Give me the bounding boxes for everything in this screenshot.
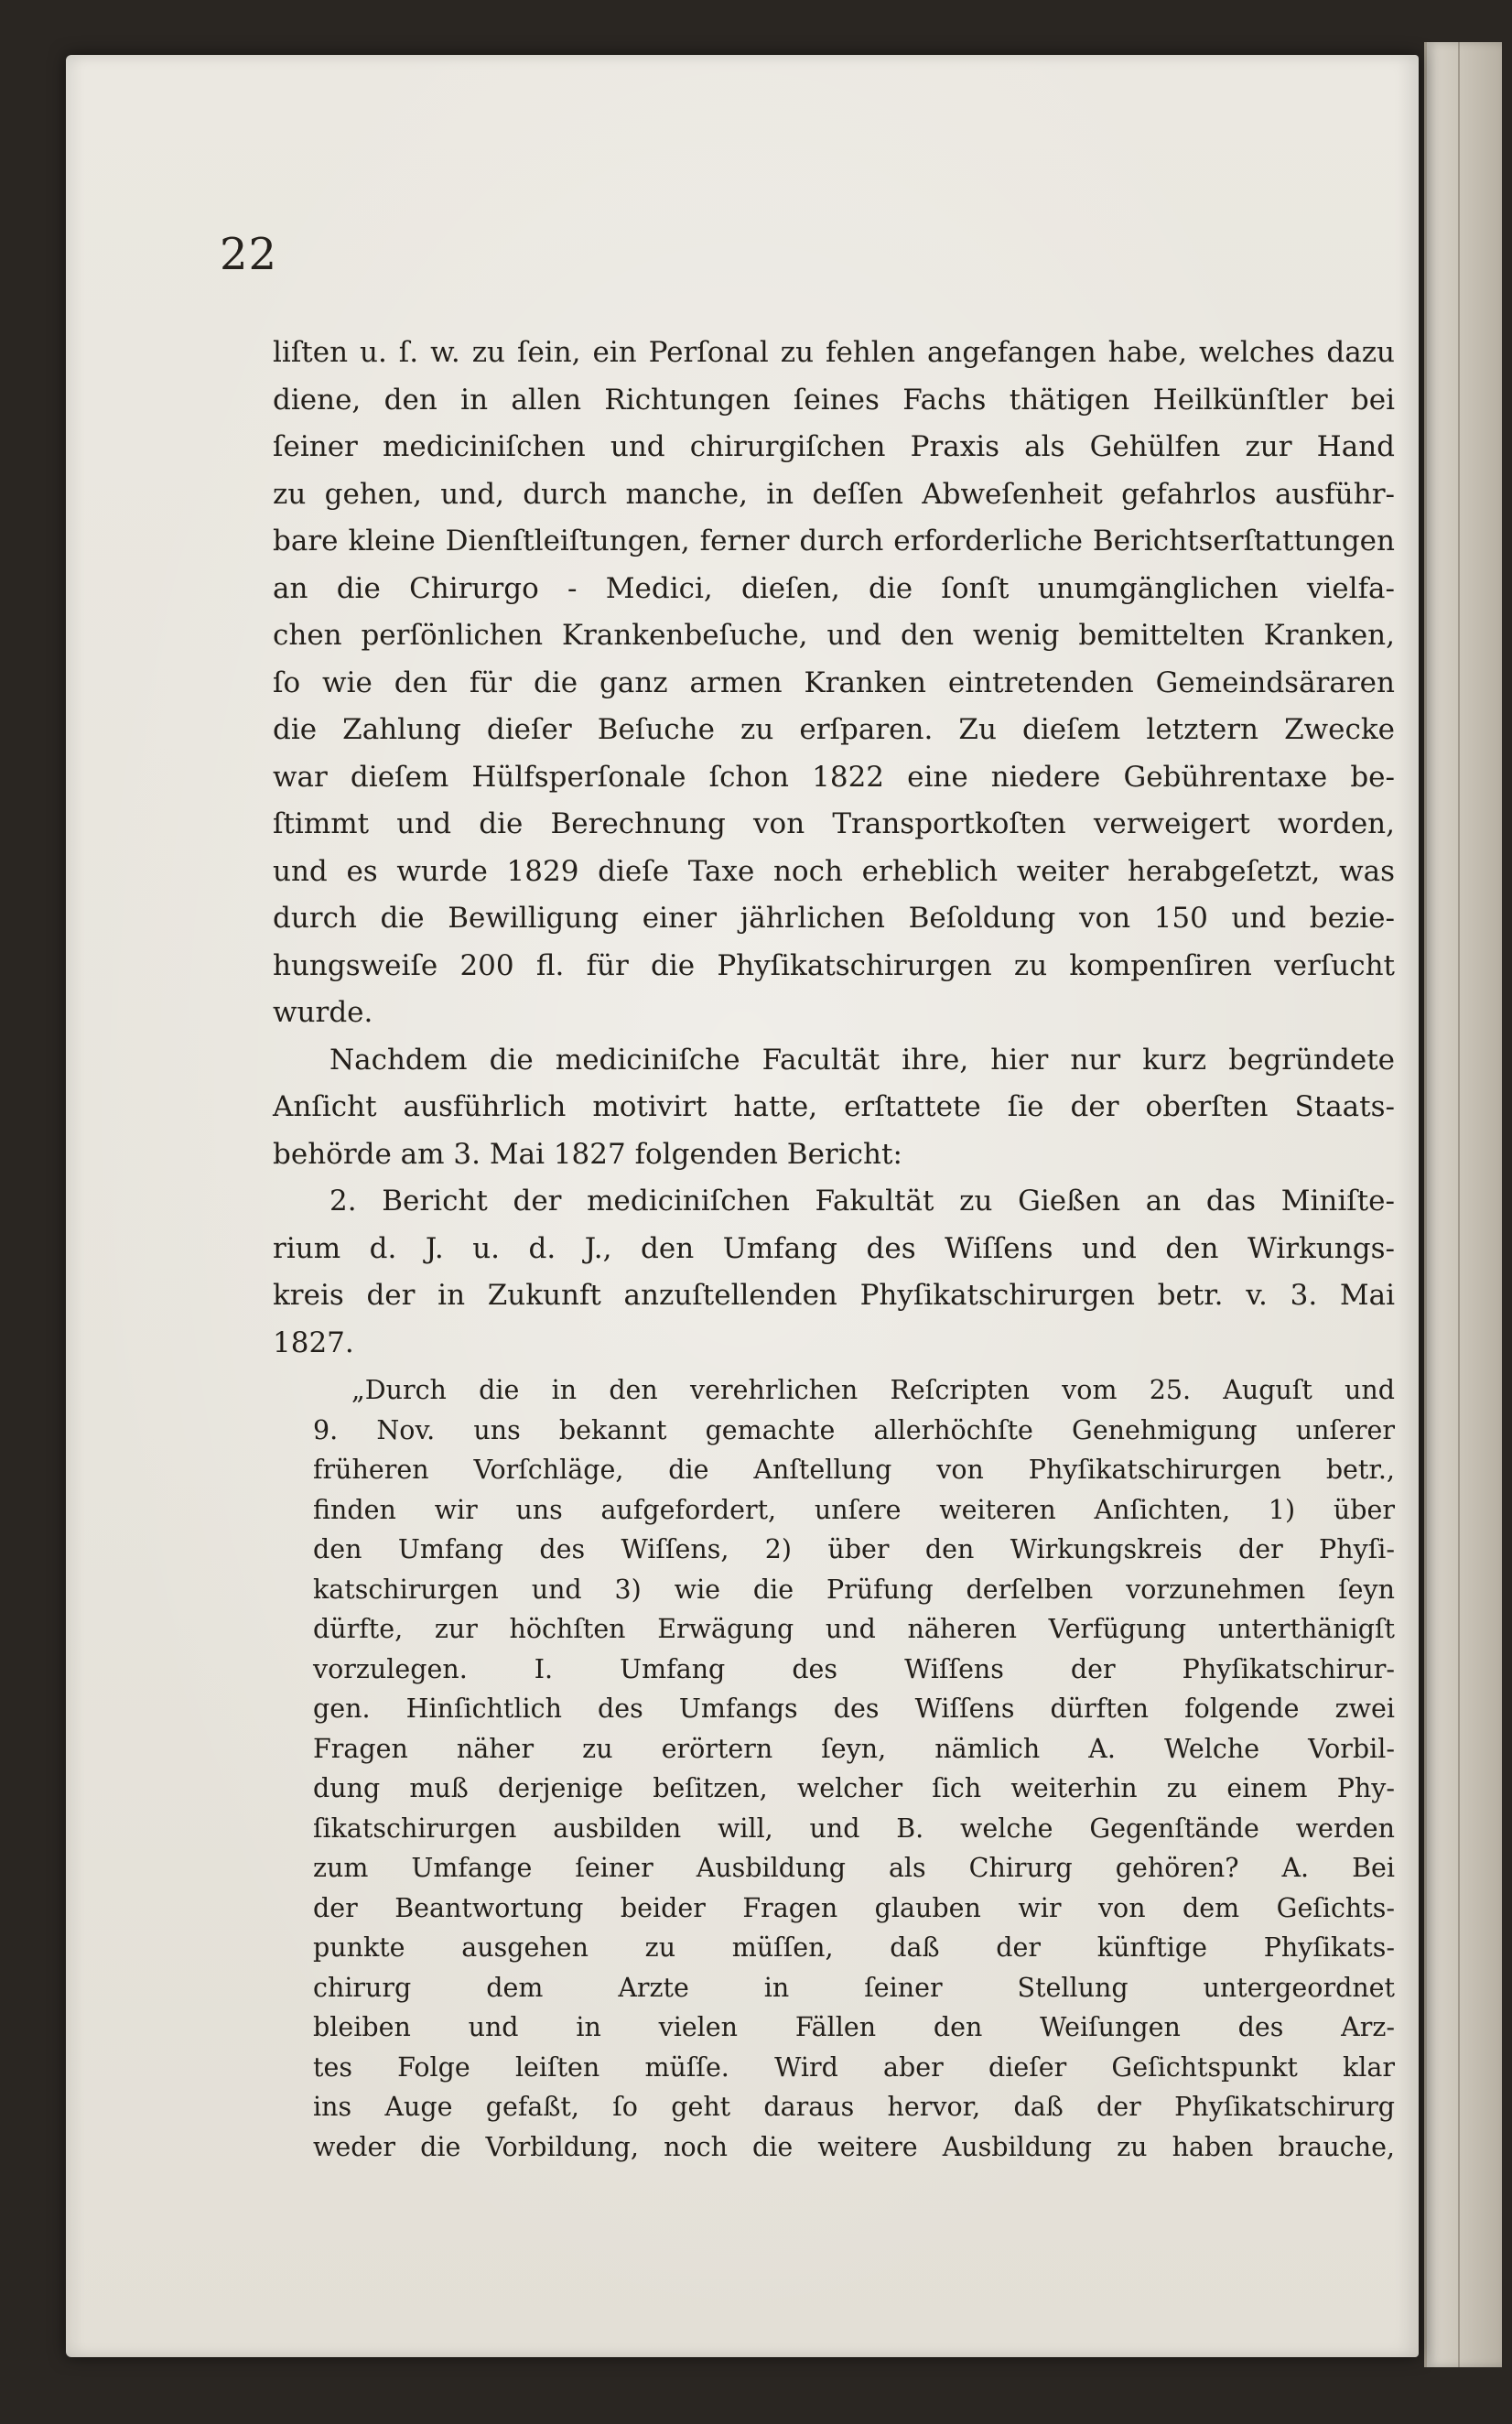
text-line: und es wurde 1829 dieſe Taxe noch erheblich weiter herabgeſetzt, was — [273, 854, 1395, 888]
text-line: behörde am 3. Mai 1827 folgenden Bericht: — [273, 1137, 902, 1171]
text-line: ins Auge gefaßt, ſo geht daraus hervor, daß der Phyſikatschirurg — [313, 2092, 1395, 2122]
text-line: 1827. — [273, 1326, 354, 1359]
text-line: finden wir uns aufgefordert, unſere weiteren Anſichten, 1) über — [313, 1494, 1395, 1525]
text-line: dürfte, zur höchſten Erwägung und näheren Verfügung unterthänigſt — [313, 1614, 1395, 1644]
text-line: liſten u. ſ. w. zu ſein, ein Perſonal zu fehlen angefangen habe, welches dazu — [273, 336, 1395, 369]
text-line: war dieſem Hülfsperſonale ſchon 1822 eine niedere Gebührentaxe be- — [273, 760, 1395, 794]
text-line: „Durch die in den verehrlichen Reſcripten vom 25. Auguſt und — [351, 1375, 1395, 1405]
text-line: katschirurgen und 3) wie die Prüfung derſelben vorzunehmen ſeyn — [313, 1574, 1395, 1605]
text-line: 2. Bericht der mediciniſchen Fakultät zu Gießen an das Miniſte- — [329, 1185, 1395, 1217]
text-line: die Zahlung dieſer Beſuche zu erſparen. Zu dieſem letztern Zwecke — [273, 713, 1395, 746]
text-line: 9. Nov. uns bekannt gemachte allerhöchſte Genehmigung unſerer — [313, 1414, 1395, 1445]
text-line: durch die Bewilligung einer jährlichen Beſoldung von 150 und bezie- — [273, 902, 1395, 935]
text-line: kreis der in Zukunft anzuſtellenden Phyſikatschirurgen betr. v. 3. Mai — [273, 1279, 1395, 1312]
text-line: chen perſönlichen Krankenbeſuche, und den wenig bemittelten Kranken, — [273, 619, 1395, 652]
text-line: ſikatschirurgen ausbilden will, und B. welche Gegenſtände werden — [313, 1813, 1395, 1844]
text-line: ſeiner mediciniſchen und chirurgiſchen Praxis als Gehülfen zur Hand — [273, 430, 1395, 463]
text-line: punkte ausgehen zu müſſen, daß der künftige Phyſikats- — [313, 1932, 1395, 1963]
report-heading — [273, 1178, 1395, 1367]
text-line: zum Umfange ſeiner Ausbildung als Chirurg gehören? A. Bei — [313, 1853, 1395, 1883]
text-line: ſo wie den für die ganz armen Kranken eintretenden Gemeindsäraren — [273, 666, 1395, 699]
text-line: bare kleine Dienſtleiſtungen, ferner durch erforderliche Berichtserſtattungen — [273, 525, 1395, 557]
paragraph-1 — [273, 330, 1395, 1037]
text-line: wurde. — [273, 996, 373, 1029]
text-line: zu gehen, und, durch manche, in deſſen Abweſenheit gefahrlos ausführ- — [273, 477, 1395, 511]
text-line: hungsweiſe 200 fl. für die Phyſikatschirurgen zu kompenſiren verſucht — [273, 948, 1395, 982]
text-line: Fragen näher zu erörtern ſeyn, nämlich A. Welche Vorbil- — [313, 1733, 1395, 1764]
text-line: Anſicht ausführlich motivirt hatte, erſtattete ſie der oberſten Staats- — [273, 1090, 1395, 1123]
page-number: 22 — [220, 229, 278, 280]
text-line: tes Folge leiſten müſſe. Wird aber dieſer Geſichtspunkt klar — [313, 2051, 1395, 2083]
text-line: bleiben und in vielen Fällen den Weiſungen des Arz- — [313, 2012, 1395, 2042]
report-quote — [313, 1370, 1395, 2167]
book-page — [66, 55, 1419, 2357]
text-line: weder die Vorbildung, noch die weitere Ausbildung zu haben brauche, — [313, 2131, 1395, 2162]
text-line: dung muß derjenige beſitzen, welcher ſich weiterhin zu einem Phy- — [313, 1773, 1395, 1803]
text-line: früheren Vorſchläge, die Anſtellung von Phyſikatschirurgen betr., — [313, 1455, 1395, 1485]
text-line: ſtimmt und die Berechnung von Transportkoſten verweigert worden, — [273, 807, 1395, 840]
text-line: chirurg dem Arzte in ſeiner Stellung untergeordnet — [313, 1972, 1395, 2003]
adjacent-page-edge — [1424, 42, 1502, 2367]
text-line: rium d. J. u. d. J., den Umfang des Wiſſens und den Wirkungs- — [273, 1231, 1395, 1265]
text-line: diene, den in allen Richtungen ſeines Fachs thätigen Heilkünſtler bei — [273, 383, 1395, 417]
text-line: der Beantwortung beider Fragen glauben wir von dem Geſichts- — [313, 1892, 1395, 1923]
paragraph-2 — [273, 1037, 1395, 1179]
text-line: Nachdem die mediciniſche Facultät ihre, hier nur kurz begründete — [329, 1043, 1395, 1077]
text-line: an die Chirurgo - Medici, dieſen, die ſonſt unumgänglichen vielfa- — [273, 571, 1395, 605]
text-block — [273, 330, 1395, 2167]
text-line: den Umfang des Wiſſens, 2) über den Wirkungskreis der Phyſi- — [313, 1534, 1395, 1564]
text-line: gen. Hinſichtlich des Umfangs des Wiſſens dürften folgende zwei — [313, 1694, 1395, 1724]
text-line: vorzulegen. I. Umfang des Wiſſens der Phyſikatschirur- — [313, 1653, 1395, 1684]
